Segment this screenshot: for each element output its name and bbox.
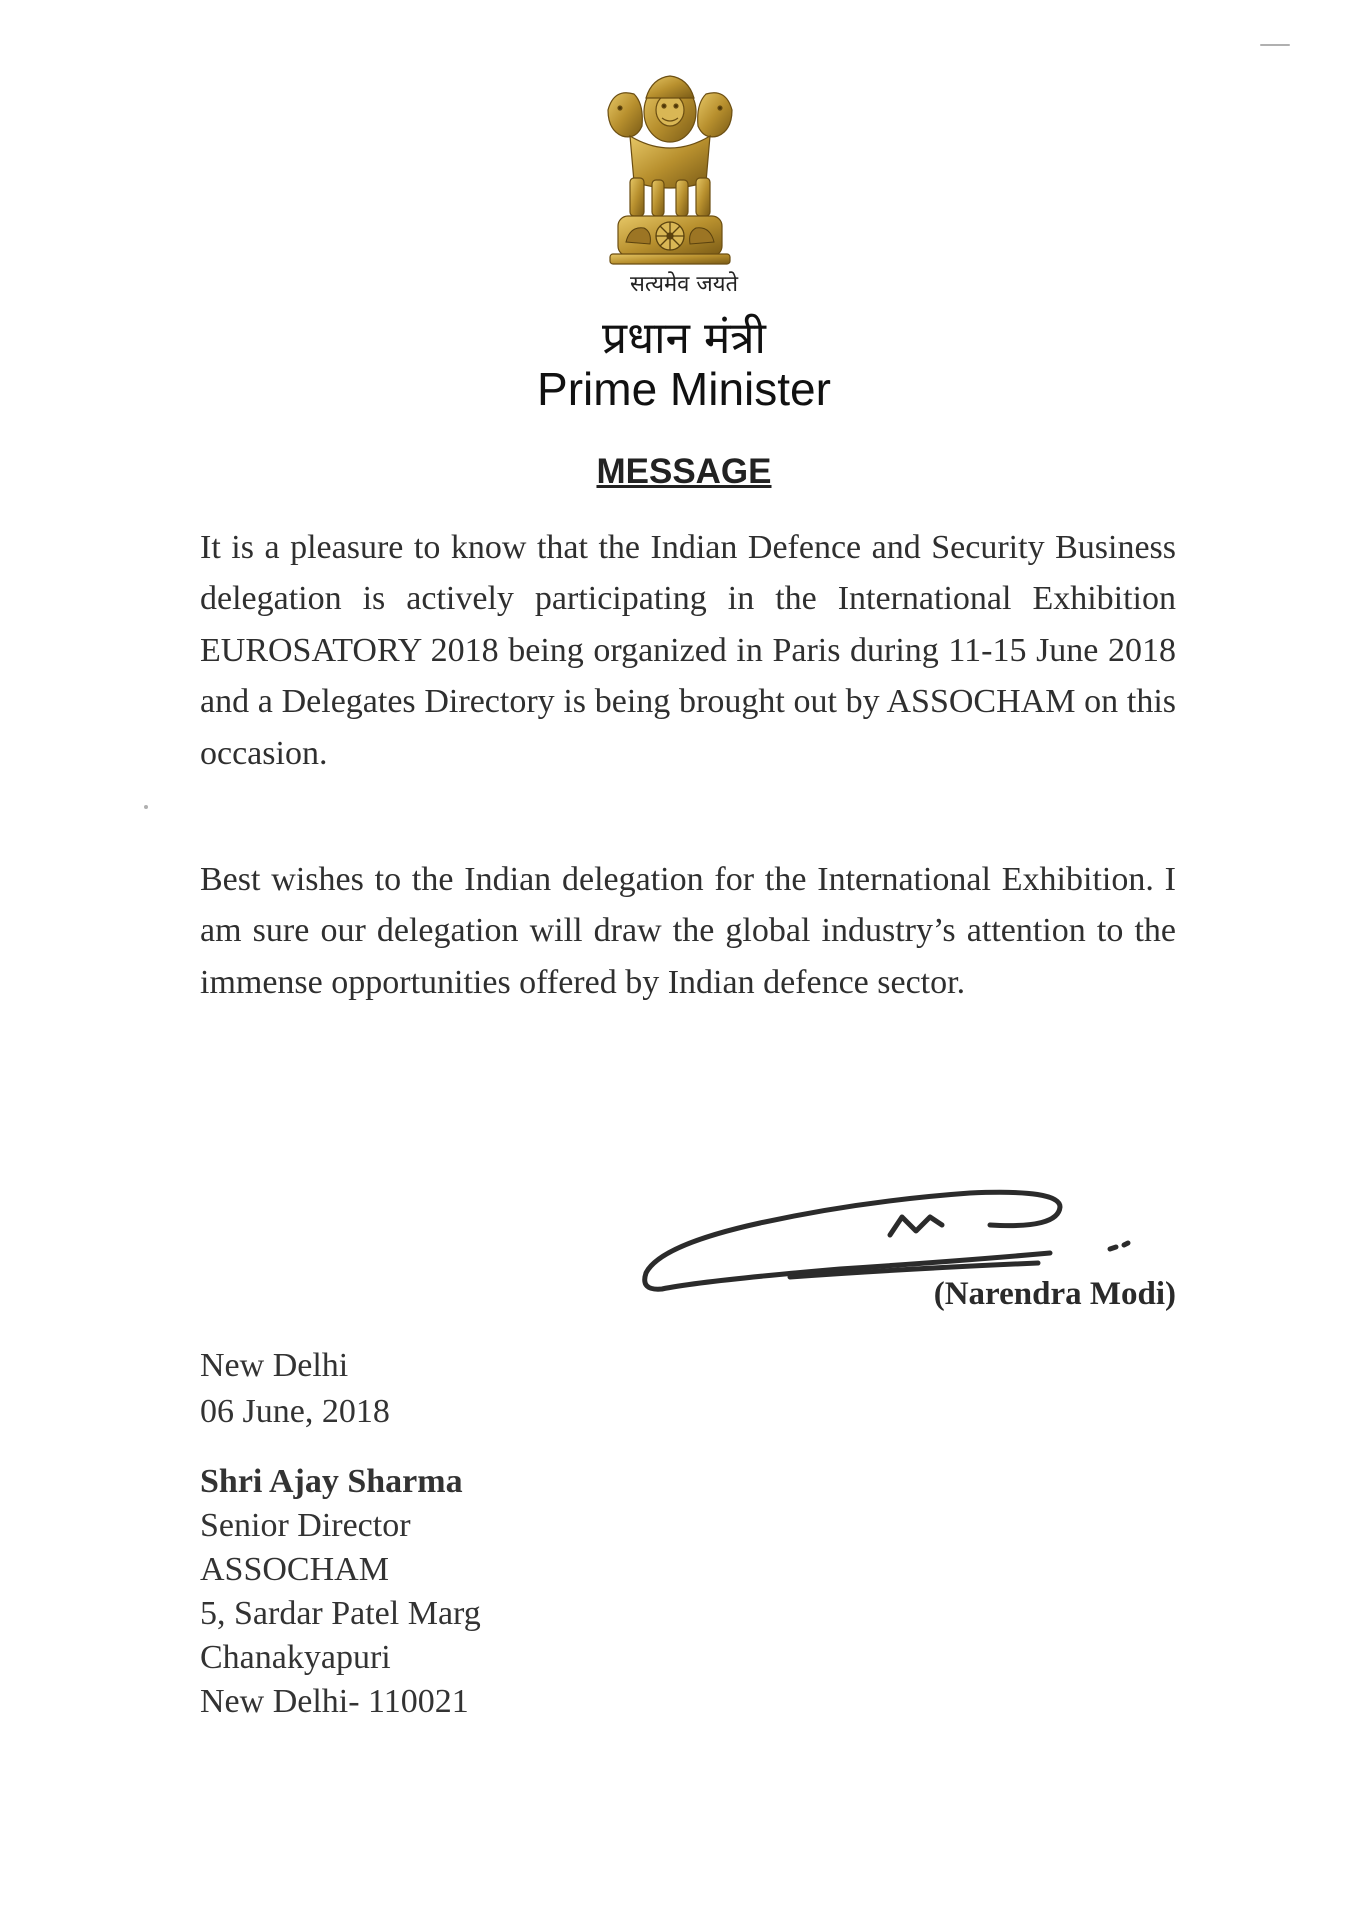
addressee-block bbox=[200, 1460, 481, 1724]
place-of-issue: New Delhi bbox=[200, 1347, 349, 1384]
message-paragraph-2: Best wishes to the Indian delegation for the International Exhibition. I am sure our delegation will draw the global industry’s attention to the immense opportunities offered by Indian defence sector. bbox=[200, 861, 1176, 1001]
office-title-hindi: प्रधान मंत्री bbox=[602, 313, 766, 364]
date-of-issue: 06 June, 2018 bbox=[200, 1393, 390, 1430]
message-heading: MESSAGE bbox=[596, 452, 772, 491]
addressee-name: Shri Ajay Sharma bbox=[200, 1463, 463, 1500]
national-motto: सत्यमेव जयते bbox=[629, 272, 739, 297]
national-emblem-icon bbox=[600, 70, 740, 270]
scan-speck bbox=[144, 805, 148, 809]
message-paragraph-1: It is a pleasure to know that the Indian Defence and Security Business delegation is actively participating in the International Exhibition EUROSATORY 2018 being organized in Paris during 11-15 June 2018 and a Delegates Directory is being brought out by ASSOCHAM on this occasion. bbox=[200, 529, 1176, 772]
addressee-city: New Delhi- 110021 bbox=[200, 1683, 469, 1720]
office-title-english: Prime Minister bbox=[537, 363, 831, 415]
signatory-name: (Narendra Modi) bbox=[933, 1276, 1176, 1312]
addressee-street: 5, Sardar Patel Marg bbox=[200, 1595, 481, 1632]
addressee-designation: Senior Director bbox=[200, 1507, 411, 1544]
addressee-organization: ASSOCHAM bbox=[200, 1551, 389, 1588]
scan-speck bbox=[1260, 44, 1290, 46]
addressee-locality: Chanakyapuri bbox=[200, 1639, 391, 1676]
